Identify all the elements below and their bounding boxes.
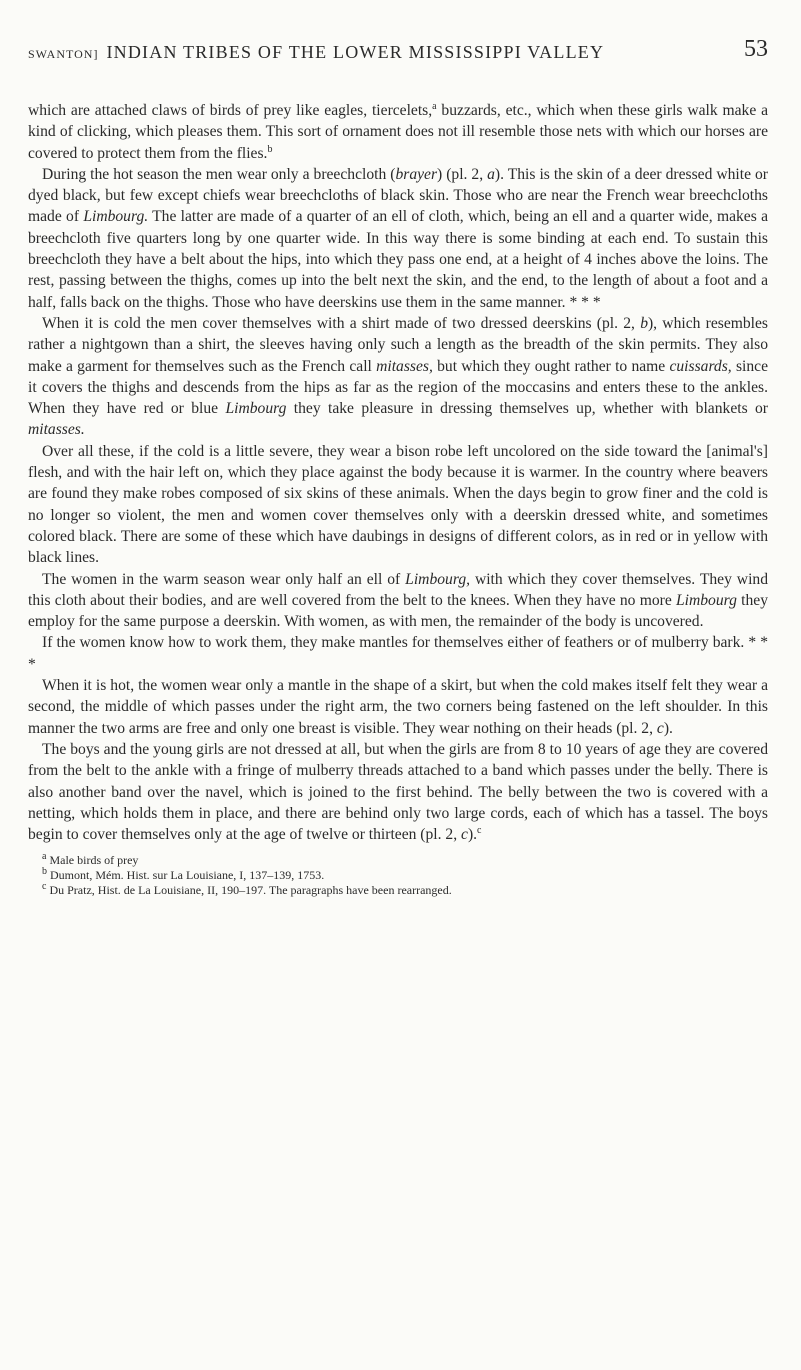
italic-text: cuissards, [669,357,732,375]
footnote [42,853,768,868]
paragraph [28,632,768,675]
footnote-text: Male birds of prey [46,853,139,868]
paragraph [28,441,768,569]
footnote-reference: a [432,100,437,112]
footnote [42,883,768,898]
italic-text: Limbourg, [405,570,471,588]
paragraph-text: When it is cold the men cover themselves with a shirt made of two dressed deerskins (pl. 2, [42,314,641,332]
italic-text: a [487,165,495,183]
italic-text: c [461,826,468,844]
paragraph [28,739,768,845]
paragraph-text: but which they ought rather to name [432,357,670,375]
italic-text: mitasses. [28,421,85,439]
italic-text: c [656,719,664,737]
paragraph [28,569,768,633]
paragraph-text: which are attached claws of birds of prey like eagles, tiercelets, [28,102,433,119]
footnote-mark: c [42,881,47,893]
footnote [42,868,768,883]
italic-text: Limbourg [675,591,737,609]
paragraph-text: The boys and the young girls are not dressed at all, but when the girls are from 8 to 10 years of age they are covered from the belt to the ankle with a fringe of mulberry threads attached to a band which passes under the belly. There is also another band over the navel, which is joined to the first behind. The belly between the two is covered with a netting, which holds them in place, and there are behind only two large cords, each of which has a tassel. The boys begin to cover themselves only at the age of twelve or thirteen (pl. 2, [28,740,768,844]
paragraph-text: ), which resembles rather a nightgown than a shirt, the sleeves having only such a length as the breadth of the skin permits. They also make a garment for themselves such as the French call [28,314,768,375]
italic-text: Limbourg. [83,208,149,226]
paragraph-text: with which they cover themselves. They wind this cloth about their bodies, and are well covered from the belt to the knees. When they have no more [28,570,768,609]
paragraph-text: ). [663,719,673,737]
running-head [28,42,604,63]
paragraph-text: The women in the warm season wear only half an ell of [42,570,406,588]
footnotes [28,853,768,898]
footnote-reference: c [477,824,482,836]
paragraph-text: During the hot season the men wear only a breechcloth ( [42,165,396,183]
paragraph [28,100,768,164]
body-text [28,100,768,845]
paragraph-text: buzzards, etc., which when these girls walk make a kind of clicking, which pleases them. This sort of ornament does not ill resemble those nets with which our horses are covered to protect them from the flies. [28,102,768,162]
italic-text: mitasses, [376,357,433,375]
running-head-author: SWANTON] [28,47,99,61]
italic-text: brayer [395,165,438,183]
footnote-reference: b [267,143,273,155]
paragraph-text: The latter are made of a quarter of an ell of cloth, which, being an ell and a quarter wide, makes a breechcloth five quarters long by one quarter wide. In this way there is some binding at each end. To sustain this breechcloth they have a belt about the hips, into which they pass one end, at a height of 4 inches above the loins. The rest, passing between the thighs, comes up into the belt next the skin, and the end, to the length of about a foot and a half, falls back on the thighs. Those who have deerskins use them in the same manner. * * * [28,208,768,311]
footnote-mark: a [42,851,47,863]
paragraph-text: If the women know how to work them, they make mantles for themselves either of feathers or of mulberry bark. * * * [28,634,768,673]
paragraph-text: ). [467,826,478,844]
footnote-text: Dumont, Mém. Hist. sur La Louisiane, I, 137–139, 1753. [47,868,325,883]
paragraph-text: ). This is the skin of a deer dressed white or dyed black, but few except chiefs wear breechcloths of black skin. Those who are near the French wear breechcloths made of [28,165,768,226]
footnote-text: Du Pratz, Hist. de La Louisiane, II, 190–197. The paragraphs have been rearranged. [46,883,452,898]
paragraph [28,164,768,313]
footnote-mark: b [42,866,47,878]
paragraph-text: they employ for the same purpose a deerskin. With women, as with men, the remainder of the body is uncovered. [28,591,769,631]
document-page [28,36,769,898]
paragraph-text: they take pleasure in dressing themselves up, whether with blankets or [286,400,768,418]
running-head-title: INDIAN TRIBES OF THE LOWER MISSISSIPPI VALLEY [106,42,605,62]
italic-text: b [640,314,648,332]
paragraph-text: When it is hot, the women wear only a mantle in the shape of a skirt, but when the cold makes itself felt they wear a second, the middle of which passes under the right arm, the two corners being fastened on the left shoulder. In this manner the two arms are free and only one breast is visible. They wear nothing on their heads (pl. 2, [28,677,768,737]
italic-text: Limbourg [225,400,287,418]
paragraph [28,675,768,739]
paragraph-text: since it covers the thighs and descends from the hips as far as the region of the moccasins and enters these to the ankles. When they have red or blue [28,357,768,418]
paragraph-text: Over all these, if the cold is a little severe, they wear a bison robe left uncolored on the side toward the [animal's] flesh, and with the hair left on, which they place against the body because it is warmer. In the country where beavers are found they make robes composed of six skins of these animals. When the days begin to grow finer and the cold is no longer so violent, the men and women cover themselves only with a deerskin dressed white, and sometimes colored black. There are some of these which have daubings in designs of different colors, as in red or in yellow with black lines. [28,442,768,567]
page-header [28,36,768,82]
paragraph-text: ) (pl. 2, [437,165,488,183]
page-number: 53 [744,36,768,62]
paragraph [28,313,768,441]
